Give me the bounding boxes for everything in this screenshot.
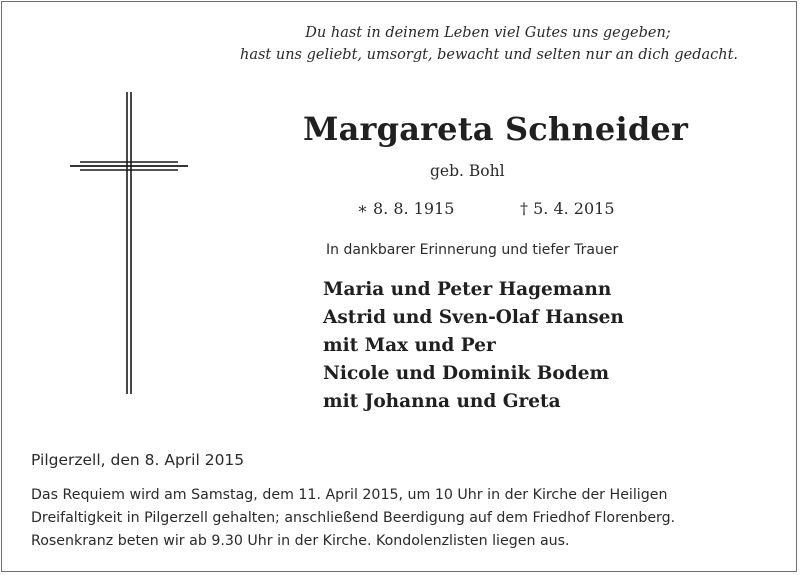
notice-line-3: Rosenkranz beten wir ab 9.30 Uhr in der Kirche. Kondolenzlisten liegen aus. (31, 533, 570, 549)
mourner-line: Astrid und Sven-Olaf Hansen (323, 307, 624, 328)
quote-line-2: hast uns geliebt, umsorgt, bewacht und selten nur an dich gedacht. (240, 47, 739, 63)
deceased-name: Margareta Schneider (303, 110, 689, 148)
death-date: † 5. 4. 2015 (520, 199, 615, 218)
maiden-name: geb. Bohl (430, 162, 505, 180)
notice-line-2: Dreifaltigkeit in Pilgerzell gehalten; anschließend Beerdigung auf dem Friedhof Florenberg. (31, 510, 676, 526)
mourner-line: mit Johanna und Greta (323, 391, 561, 412)
mourner-line: Nicole und Dominik Bodem (323, 363, 610, 384)
quote (240, 22, 739, 66)
mourner-line: mit Max und Per (323, 335, 496, 356)
cross-icon (68, 92, 190, 394)
funeral-notice (31, 484, 771, 553)
mourning-intro: In dankbarer Erinnerung und tiefer Trauer (326, 242, 619, 258)
mourner-line: Maria und Peter Hagemann (323, 279, 612, 300)
birth-date: ∗ 8. 8. 1915 (357, 199, 455, 218)
mourners-list (323, 276, 624, 416)
place-and-date: Pilgerzell, den 8. April 2015 (31, 451, 245, 469)
notice-line-1: Das Requiem wird am Samstag, dem 11. April 2015, um 10 Uhr in der Kirche der Heiligen (31, 487, 668, 503)
quote-line-1: Du hast in deinem Leben viel Gutes uns gegeben; (305, 25, 671, 41)
